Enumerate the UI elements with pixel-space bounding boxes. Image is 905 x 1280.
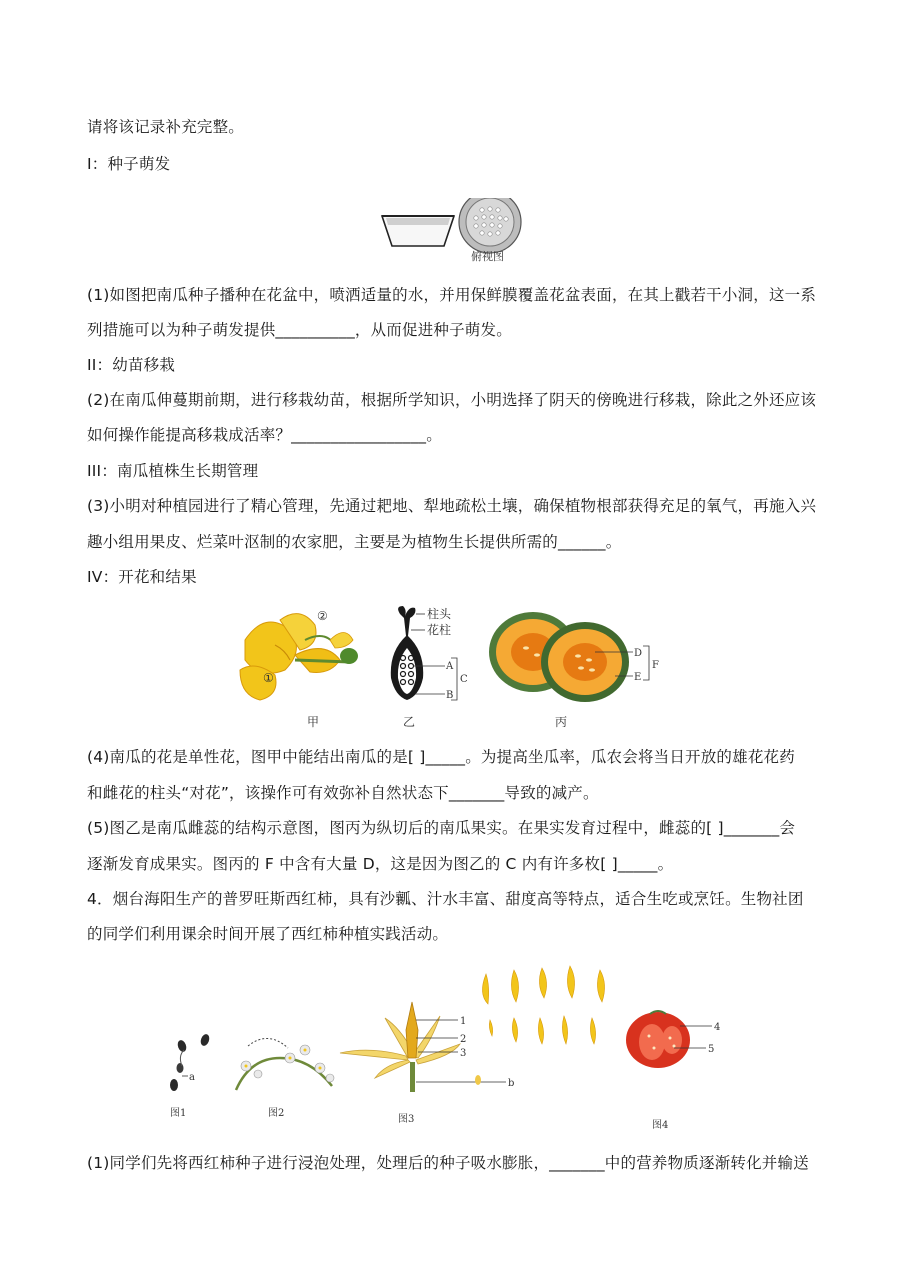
tomato-flower-illustration [340,1002,506,1092]
caption-fig1: 图1 [170,1108,187,1119]
flower-mark-1: ① [263,671,274,685]
label-5: 5 [708,1044,715,1055]
label-4: 4 [714,1022,721,1033]
label-small-a: a [189,1072,195,1083]
pumpkin-figure [235,600,675,735]
label-1: 1 [460,1016,467,1027]
flower-illustration [240,614,358,700]
caption-fig4: 图4 [652,1120,669,1131]
label-style: 花柱 [427,623,452,637]
label-a: A [446,661,454,672]
tomato-fruit [626,1011,715,1068]
label-3: 3 [460,1048,467,1059]
question-4-line-1: (4)南瓜的花是单性花，图甲中能结出南瓜的是[ ]_____。为提高坐瓜率，瓜农会将当日开放的雄花花药 [87,748,795,766]
question-3-line-1: (3)小明对种植园进行了精心管理，先通过耙地、犁地疏松土壤，确保植物根部获得充足的氧气，再施入兴 [87,497,817,515]
question-2-line-2: 如何操作能提高移栽成活率？_________________。 [87,426,442,444]
label-c: C [460,674,468,685]
branch-illustration [236,1038,334,1090]
pumpkin-illustration [235,600,675,735]
section-heading-1: I：种子萌发 [87,155,171,173]
section-heading-3: III：南瓜植株生长期管理 [87,462,259,480]
section-heading-4: IV：开花和结果 [87,568,197,586]
petals-illustration [482,966,604,1044]
question-2-line-1: (2)在南瓜伸蔓期前期，进行移栽幼苗，根据所学知识，小明选择了阴天的傍晚进行移栽，除此之外还应该 [87,391,817,409]
problem-4-line-2: 的同学们利用课余时间开展了西红柿种植实践活动。 [87,925,449,943]
label-stigma: 柱头 [427,607,452,621]
pot-illustration [378,198,528,268]
question-1-line-1: (1)如图把南瓜种子播种在花盆中，喷洒适量的水，并用保鲜膜覆盖花盆表面，在其上戳若干小洞，这一系 [87,286,817,304]
top-view-caption: 俯视图 [471,250,504,263]
question-5-line-1: (5)图乙是南瓜雌蕊的结构示意图，图丙为纵切后的南瓜果实。在果实发育过程中，雌蕊的[ ]_______会 [87,819,796,837]
section-heading-2: II：幼苗移栽 [87,356,176,374]
question-1-line-2: 列措施可以为种子萌发提供__________，从而促进种子萌发。 [87,321,512,339]
pot-figure [378,198,528,268]
problem-4-question-1: (1)同学们先将西红柿种子进行浸泡处理，处理后的种子吸水膨胀，_______中的营养物质逐渐转化并输送 [87,1154,809,1172]
tomato-figure [160,958,740,1138]
label-b-small: b [508,1078,515,1089]
caption-jia: 甲 [307,715,320,729]
question-5-line-2: 逐渐发育成果实。图丙的 F 中含有大量 D，这是因为图乙的 C 内有许多枚[ ]_____。 [87,855,674,873]
label-d: D [634,648,643,659]
question-3-line-2: 趣小组用果皮、烂菜叶沤制的农家肥，主要是为植物生长提供所需的______。 [87,533,622,551]
problem-4-line-1: 4．烟台海阳生产的普罗旺斯西红柿，具有沙瓤、汁水丰富、甜度高等特点，适合生吃或烹饪。生物社团 [87,890,804,908]
tomato-illustration [160,958,740,1138]
caption-bing: 丙 [555,715,568,729]
question-4-line-2: 和雌花的柱头“对花”，该操作可有效弥补自然状态下_______导致的减产。 [87,784,599,802]
label-f: F [652,660,659,671]
intro-text: 请将该记录补充完整。 [87,118,245,136]
flower-mark-2: ② [317,609,328,623]
label-e: E [634,672,642,683]
caption-fig3: 图3 [398,1114,415,1125]
caption-yi: 乙 [403,715,416,729]
label-2: 2 [460,1034,467,1045]
pumpkin-fruit [489,612,649,702]
caption-fig2: 图2 [268,1108,285,1119]
label-b: B [446,690,454,701]
